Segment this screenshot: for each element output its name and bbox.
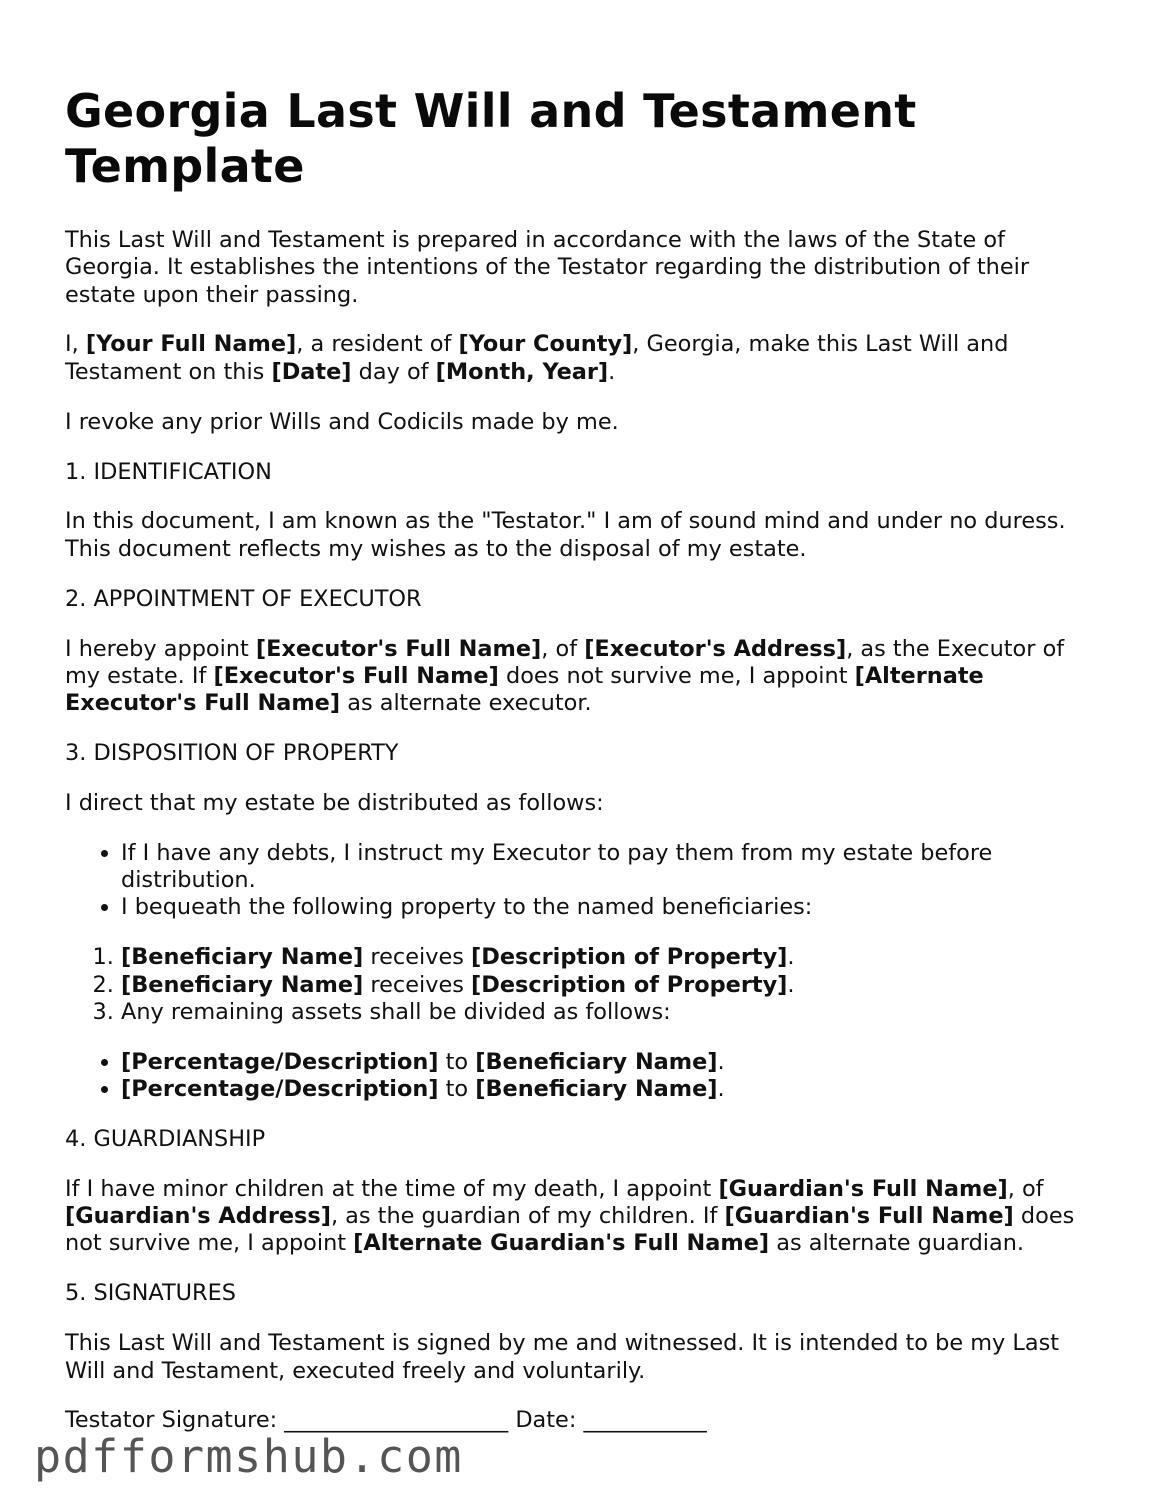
percentage-placeholder: [Percentage/Description] <box>121 1048 439 1075</box>
declaration-text: , Georgia, make this Last Will and Testament on this <box>65 331 1009 385</box>
list-item <box>121 1076 1105 1103</box>
list-item-text: receives <box>363 944 472 971</box>
declaration-text: I, <box>65 331 86 358</box>
executor-text: , of <box>541 635 585 662</box>
declaration-paragraph <box>65 331 1105 386</box>
list-item-text: . <box>717 1048 725 1075</box>
declaration-text: , a resident of <box>296 331 459 358</box>
declaration-text: day of <box>351 358 436 385</box>
section-heading-identification: 1. IDENTIFICATION <box>65 458 272 485</box>
property-description-placeholder: [Description of Property] <box>471 971 788 998</box>
beneficiary-name-placeholder: [Beneficiary Name] <box>475 1076 718 1103</box>
revoke-paragraph: I revoke any prior Wills and Codicils made by me. <box>65 408 619 435</box>
executor-text: , as the Executor of my estate. If <box>65 635 1065 689</box>
list-item-text: receives <box>363 971 472 998</box>
list-item-text: to <box>438 1048 476 1075</box>
list-item-text: to <box>438 1076 476 1103</box>
intro-paragraph: This Last Will and Testament is prepared in accordance with the laws of the State of Georgia. It establishes the intentions of the Testator regarding the distribution of their estate upon their passing. <box>65 227 1030 308</box>
beneficiary-name-placeholder: [Beneficiary Name] <box>121 944 364 971</box>
declaration-text: . <box>608 358 616 385</box>
identification-paragraph: In this document, I am known as the "Testator." I am of sound mind and under no duress. This document reflects my wishes as to the disposal of my estate. <box>65 508 1066 562</box>
executor-name-placeholder: [Executor's Full Name] <box>255 635 542 662</box>
month-year-placeholder: [Month, Year] <box>435 358 609 385</box>
executor-text: does not survive me, I appoint <box>498 662 855 689</box>
guardian-address-placeholder: [Guardian's Address] <box>65 1203 331 1230</box>
executor-address-placeholder: [Executor's Address] <box>584 635 847 662</box>
section-heading-property: 3. DISPOSITION OF PROPERTY <box>65 740 399 767</box>
property-intro: I direct that my estate be distributed as follows: <box>65 789 604 816</box>
section-heading-executor: 2. APPOINTMENT OF EXECUTOR <box>65 585 422 612</box>
list-item-text: . <box>717 1076 725 1103</box>
beneficiary-name-placeholder: [Beneficiary Name] <box>121 971 364 998</box>
document-page <box>65 84 1105 1457</box>
bequest-numbered-list <box>65 944 1105 1026</box>
guardian-name-placeholder: [Guardian's Full Name] <box>724 1203 1014 1230</box>
executor-name-placeholder: [Executor's Full Name] <box>213 662 499 689</box>
list-item <box>121 1049 1105 1076</box>
beneficiary-name-placeholder: [Beneficiary Name] <box>475 1048 718 1075</box>
section-heading-guardianship: 4. GUARDIANSHIP <box>65 1125 266 1152</box>
section-heading-signatures: 5. SIGNATURES <box>65 1280 236 1307</box>
county-placeholder: [Your County] <box>458 331 633 358</box>
page-title: Georgia Last Will and Testament Template <box>65 84 917 193</box>
signature-line: Testator Signature: ____________________ Date: ___________ <box>65 1407 707 1434</box>
guardianship-text: as alternate guardian. <box>769 1230 1025 1257</box>
alternate-guardian-placeholder: [Alternate Guardian's Full Name] <box>353 1230 770 1257</box>
list-item <box>121 972 1105 999</box>
property-description-placeholder: [Description of Property] <box>471 944 788 971</box>
guardianship-text: , as the guardian of my children. If <box>330 1203 725 1230</box>
percentage-placeholder: [Percentage/Description] <box>121 1076 439 1103</box>
guardian-name-placeholder: [Guardian's Full Name] <box>718 1175 1008 1202</box>
remaining-assets-list <box>65 1049 1105 1104</box>
list-item <box>121 944 1105 971</box>
list-item: • If I have any debts, I instruct my Executor to pay them from my estate before distribution. <box>121 840 1105 895</box>
guardianship-paragraph <box>65 1176 1105 1258</box>
property-bullet-list <box>65 840 1105 922</box>
guardianship-text: does not survive me, I appoint <box>65 1203 1075 1257</box>
full-name-placeholder: [Your Full Name] <box>85 331 297 358</box>
guardianship-text: If I have minor children at the time of my death, I appoint <box>65 1175 719 1202</box>
executor-text: I hereby appoint <box>65 635 256 662</box>
list-item: • I bequeath the following property to the named beneficiaries: <box>121 894 1105 921</box>
executor-text: as alternate executor. <box>340 690 592 717</box>
signatures-paragraph: This Last Will and Testament is signed by me and witnessed. It is intended to be my Last Will and Testament, executed freely and voluntarily. <box>65 1330 1060 1384</box>
watermark: pdfformshub.com <box>34 1430 463 1483</box>
list-item-text: . <box>787 971 795 998</box>
alternate-executor-placeholder: [Alternate Executor's Full Name] <box>65 662 984 717</box>
list-item: 3. Any remaining assets shall be divided as follows: <box>121 999 1105 1026</box>
guardianship-text: , of <box>1007 1175 1044 1202</box>
executor-paragraph <box>65 636 1105 718</box>
list-item-text: . <box>787 944 795 971</box>
date-placeholder: [Date] <box>271 358 352 385</box>
